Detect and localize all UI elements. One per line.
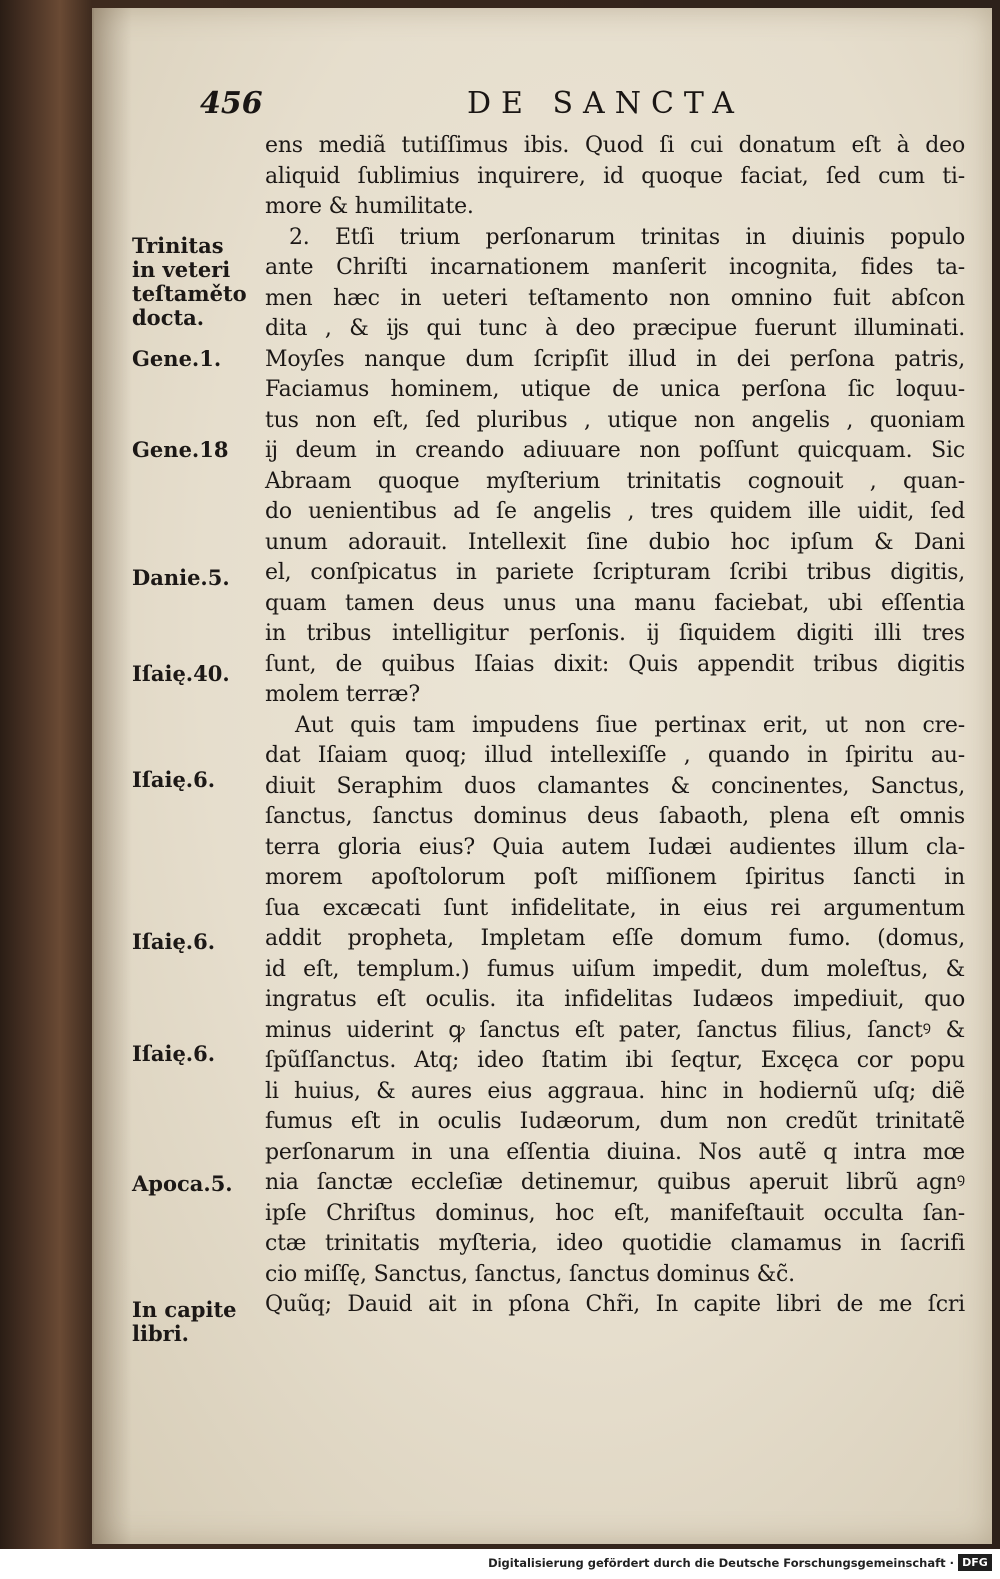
text-line: dat Iſaiam quoq; illud intellexiſſe , quando in ſpiritu au- — [265, 743, 965, 768]
text-line: terra gloria eius? Quia autem Iudæi audientes illum cla- — [265, 834, 965, 860]
text-line: ſpũſſanctus. Atq; ideo ſtatim ibi ſeqtur, Excęca cor popu — [265, 1048, 965, 1073]
text-line: 2. Etſi trium perſonarum trinitas in diuinis populo — [289, 224, 965, 250]
main-text-block — [265, 131, 965, 1321]
text-line: in tribus intelligitur perſonis. ĳ ſiquidem digiti illi tres — [265, 621, 965, 646]
text-line: ingratus eſt oculis. ita infidelitas Iudæos impediuit, quo — [265, 987, 965, 1012]
text-line: li huius, & aures eius aggraua. hinc in hodiernũ uſq; diẽ — [265, 1078, 965, 1104]
running-head: DE SANCTA — [467, 86, 744, 121]
dfg-logo: DFG — [958, 1554, 992, 1571]
margin-note — [132, 566, 230, 590]
text-line: ſanctus, ſanctus dominus deus ſabaoth, plena eſt omnis — [265, 804, 965, 829]
text-line: Moyſes nanque dum ſcripſit illud in dei perſona patris, — [265, 346, 965, 372]
margin-note-text: Iſaię.40. — [132, 661, 230, 686]
text-line: nia ſanctæ eccleſiæ detinemur, quibus aperuit librũ agnꝰ — [265, 1170, 965, 1195]
margin-note-text: Trinitas in veteri teſtaměto docta. — [132, 233, 247, 330]
text-line: unum adorauit. Intellexit ſine dubio hoc ipſum & Dani — [265, 529, 965, 555]
text-line: ſunt, de quibus Iſaias dixit: Quis appendit tribus digitis — [265, 651, 965, 677]
margin-note — [132, 1298, 237, 1346]
text-line: fumus eſt in oculis Iudæorum, dum non credũt trinitatẽ — [265, 1109, 965, 1134]
margin-note-text: Gene.18 — [132, 437, 229, 462]
text-line: ſua excæcati ſunt infidelitate, in eius rei argumentum — [265, 895, 965, 921]
text-line: id eſt, templum.) fumus uiſum impedit, dum moleſtus, & — [265, 956, 965, 982]
text-line: cio miſſę, Sanctus, ſanctus, ſanctus dominus &c̃. — [265, 1261, 795, 1287]
text-line: minus uiderint ꝙ ſanctus eſt pater, ſanctus filius, ſanctꝰ & — [265, 1017, 965, 1043]
text-line: ctæ trinitatis myſteria, ideo quotidie clamamus in ſacrifi — [265, 1231, 965, 1256]
text-line: aliquid ſublimius inquirere, id quoque faciat, ſed cum ti- — [265, 163, 965, 189]
margin-note-text: Iſaię.6. — [132, 767, 216, 792]
text-line: ante Chriſti incarnationem manſerit incognita, fides ta- — [265, 255, 965, 280]
margin-note — [132, 438, 228, 462]
margin-note-text: Iſaię.6. — [132, 1041, 216, 1066]
text-line: men hæc in ueteri teſtamento non omnino fuit abſcon — [265, 285, 965, 311]
margin-note — [132, 768, 215, 792]
text-line: perſonarum in una eſſentia diuina. Nos autẽ q intra mœ — [265, 1139, 965, 1165]
text-line: diuit Seraphim duos clamantes & concinentes, Sanctus, — [265, 773, 965, 799]
digitization-footer — [0, 1549, 1000, 1579]
margin-note-text: Gene.1. — [132, 346, 222, 371]
text-line: addit propheta, Impletam eſſe domum fumo. (domus, — [265, 926, 965, 951]
text-line: ens mediã tutiſſimus ibis. Quod ſi cui donatum eſt à deo — [265, 133, 965, 158]
text-line: ĳ deum in creando adiuuare non poſſunt quicquam. Sic — [265, 438, 965, 463]
margin-note — [132, 662, 230, 686]
text-line: dita , & ĳs qui tunc à deo præcipue fuerunt illuminati. — [265, 316, 965, 341]
text-line: morem apoſtolorum poſt miſſionem ſpiritus ſancti in — [265, 865, 965, 890]
text-line: do uenientibus ad ſe angelis , tres quidem ille uidit, ſed — [265, 499, 965, 524]
margin-note — [132, 1042, 215, 1066]
margin-note — [132, 930, 215, 954]
margin-note — [132, 347, 221, 371]
margin-note-text: In capite libri. — [132, 1297, 237, 1346]
text-line: ipſe Chriſtus dominus, hoc eſt, manifeſtauit occulta ſan- — [265, 1200, 965, 1226]
footer-credit: Digitalisierung gefördert durch die Deutsche Forschungsgemeinschaft · — [488, 1556, 954, 1570]
margin-note-text: Danie.5. — [132, 565, 230, 590]
margin-note — [132, 234, 247, 330]
page-number: 456 — [200, 86, 263, 121]
text-line: Faciamus hominem, utique de unica perſona ſic loquu- — [265, 377, 965, 402]
text-line: tus non eſt, ſed pluribus , utique non angelis , quoniam — [265, 407, 965, 433]
text-line: Aut quis tam impudens ſiue pertinax erit, ut non cre- — [295, 712, 965, 738]
margin-note-text: Apoca.5. — [132, 1171, 233, 1196]
margin-note-text: Iſaię.6. — [132, 929, 216, 954]
margin-note — [132, 1172, 233, 1196]
text-line: el, conſpicatus in pariete ſcripturam ſcribi tribus digitis, — [265, 560, 965, 585]
text-line: Abraam quoque myſterium trinitatis cognouit , quan- — [265, 468, 965, 494]
text-line: molem terræ? — [265, 682, 420, 707]
text-line: more & humilitate. — [265, 194, 474, 219]
spine-shadow — [92, 8, 132, 1544]
text-line: quam tamen deus unus una manu faciebat, ubi eſſentia — [265, 590, 965, 616]
text-line: Quũq; Dauid ait in pſona Chr̃i, In capite libri de me ſcri — [265, 1292, 965, 1317]
